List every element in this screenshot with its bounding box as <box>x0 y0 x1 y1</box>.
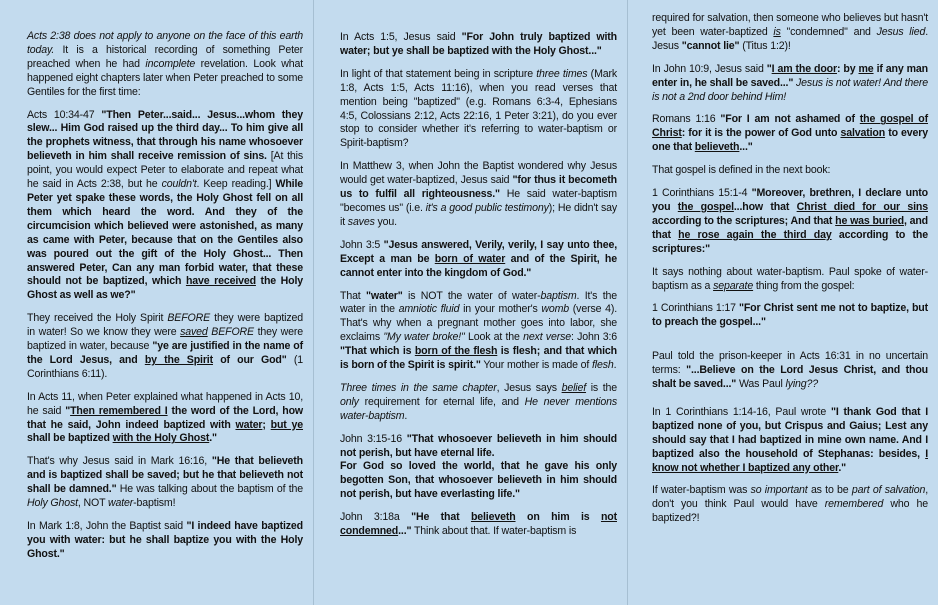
paragraph-john-3-5: John 3:5 "Jesus answered, Verily, verily, I say unto thee, Except a man be born of water and of the Spirit, he cannot enter into the kingdom of God." <box>340 238 617 279</box>
column-1 <box>0 0 313 605</box>
paragraph-three-times: In light of that statement being in scripture three times (Mark 1:8, Acts 1:5, Acts 11:16), when you read verses that mention being "baptized" (e.g. Romans 6:3-4, Ephesians 4:5, Colossians 2:12, Acts 22:16, 1 Peter 3:21), do you ever stop to consider whether it's referring to water-baptism or Spirit-baptism? <box>340 67 618 150</box>
paragraph-1-corinthians-1-17: 1 Corinthians 1:17 "For Christ sent me not to baptize, but to preach the gospel..." <box>652 302 929 329</box>
paragraph-gospel-defined: That gospel is defined in the next book: <box>652 164 831 177</box>
column-3 <box>628 0 938 605</box>
paragraph-three-times-belief: Three times in the same chapter, Jesus says belief is the only requirement for eternal life, and He never mentions water-baptism. <box>340 381 618 422</box>
column-2 <box>314 0 627 605</box>
paragraph-john-3-15-16: John 3:15-16 "That whosoever believeth in him should not perish, but have eternal life. For God so loved the world, that he gave his only begotten Son, that whosoever believeth in him should not perish, but have everlasting life." <box>340 432 617 501</box>
paragraph-acts-1-5: In Acts 1:5, Jesus said "For John truly baptized with water; but ye shall be baptized with the Holy Ghost..." <box>340 31 618 57</box>
paragraph-received-holy-spirit: They received the Holy Spirit BEFORE they were baptized in water! So we know they were saved BEFORE they were baptized in water, because "ye are justified in the name of the Lord Jesus, and by the Spirit of our God" (1 Corinthians 6:11). <box>27 312 304 380</box>
paragraph-1-corinthians-15: 1 Corinthians 15:1-4 "Moreover, brethren, I declare unto you the gospel...how that Christ died for our sins according to the scriptures; And that he was buried, and that he rose again the third day according to the scriptures:" <box>652 187 928 255</box>
paragraph-acts-10: Acts 10:34-47 "Then Peter...said... Jesus...whom they slew... Him God raised up the third day... To him give all the prophets witness, that through his name whosoever believeth in him shall receive remission of sins. [At this point, you would expect Peter to elaborate and repeat what he said in Acts 2:38, but he couldn't. Keep reading.] While Peter yet spake these words, the Holy Ghost fell on all them which heard the word. And they of the circumcision which believed were astonished, as many as came with Peter, because that on the Gentiles also was poured out the gift of the Holy Ghost... Then answered Peter, Can any man forbid water, that these should not be baptized, which have received the Holy Ghost as well as we?" <box>27 108 303 302</box>
paragraph-separate-thing: It says nothing about water-baptism. Paul spoke of water-baptism as a separate thing from the gospel: <box>652 265 928 292</box>
paragraph-acts-11: In Acts 11, when Peter explained what happened in Acts 10, he said "Then remembered I the word of the Lord, how that he said, John indeed baptized with water; but ye shall be baptized with the Holy Ghost." <box>27 390 304 445</box>
paragraph-water-not-baptism: That "water" is NOT the water of water-baptism. It's the water in the amniotic fluid in your mother's womb (verse 4). That's why when a pregnant mother goes into labor, she exclaims "My water broke!" Look at the next verse: John 3:6 "That which is born of the flesh is flesh; and that which is born of the Spirit is spirit." Your mother is made of flesh. <box>340 289 618 372</box>
paragraph-john-3-18a: John 3:18a "He that believeth on him is not condemned..." Think about that. If water-baptism is <box>340 511 617 538</box>
paragraph-romans-1-16: Romans 1:16 "For I am not ashamed of the gospel of Christ: for it is the power of God unto salvation to every one that believeth..." <box>652 113 929 154</box>
paragraph-mark-16-16: That's why Jesus said in Mark 16:16, "He that believeth and is baptized shall be saved; but he that believeth not shall be damned." He was talking about the baptism of the Holy Ghost, NOT water-baptism! <box>27 455 303 510</box>
paragraph-john-10-9: In John 10:9, Jesus said "I am the door: by me if any man enter in, he shall be saved..." Jesus is not water! And there is not a 2nd door behind Him! <box>652 62 929 103</box>
paragraph-so-important: If water-baptism was so important as to be part of salvation, don't you think Paul would have remembered who he baptized?! <box>652 484 928 525</box>
paragraph-mark-1-8: In Mark 1:8, John the Baptist said "I indeed have baptized you with water: but he shall baptize you with the Holy Ghost." <box>27 520 303 560</box>
paragraph-1-corinthians-1-14: In 1 Corinthians 1:14-16, Paul wrote "I thank God that I baptized none of you, but Crispus and Gaius; Lest any should say that I had baptized in mine own name. And I baptized also the household of Stephanas: besides, I know not whether I baptized any other." <box>652 405 929 474</box>
paragraph-matthew-3: In Matthew 3, when John the Baptist wondered why Jesus would get water-baptized, Jesus said "for thus it becometh us to fulfil all righteousness." He said water-baptism "becomes us" (i.e. it's a good public testimony); He didn't say it saves you. <box>340 160 617 228</box>
paragraph-acts-16-31: Paul told the prison-keeper in Acts 16:31 in no uncertain terms: "...Believe on the Lord Jesus Christ, and thou shalt be saved..." Was Paul lying?? <box>652 350 928 391</box>
paragraph-acts-2-38: Acts 2:38 does not apply to anyone on the face of this earth today. It is a historical recording of something Peter preached when he had incomplete revelation. Look what happened eight chapters later when Peter preached to some Gentiles for the first time: <box>27 30 303 98</box>
paragraph-required-for-salvation: required for salvation, then someone who believes but hasn't yet been water-baptized is "condemned" and Jesus lied. Jesus "cannot lie" (Titus 1:2)! <box>652 12 928 52</box>
